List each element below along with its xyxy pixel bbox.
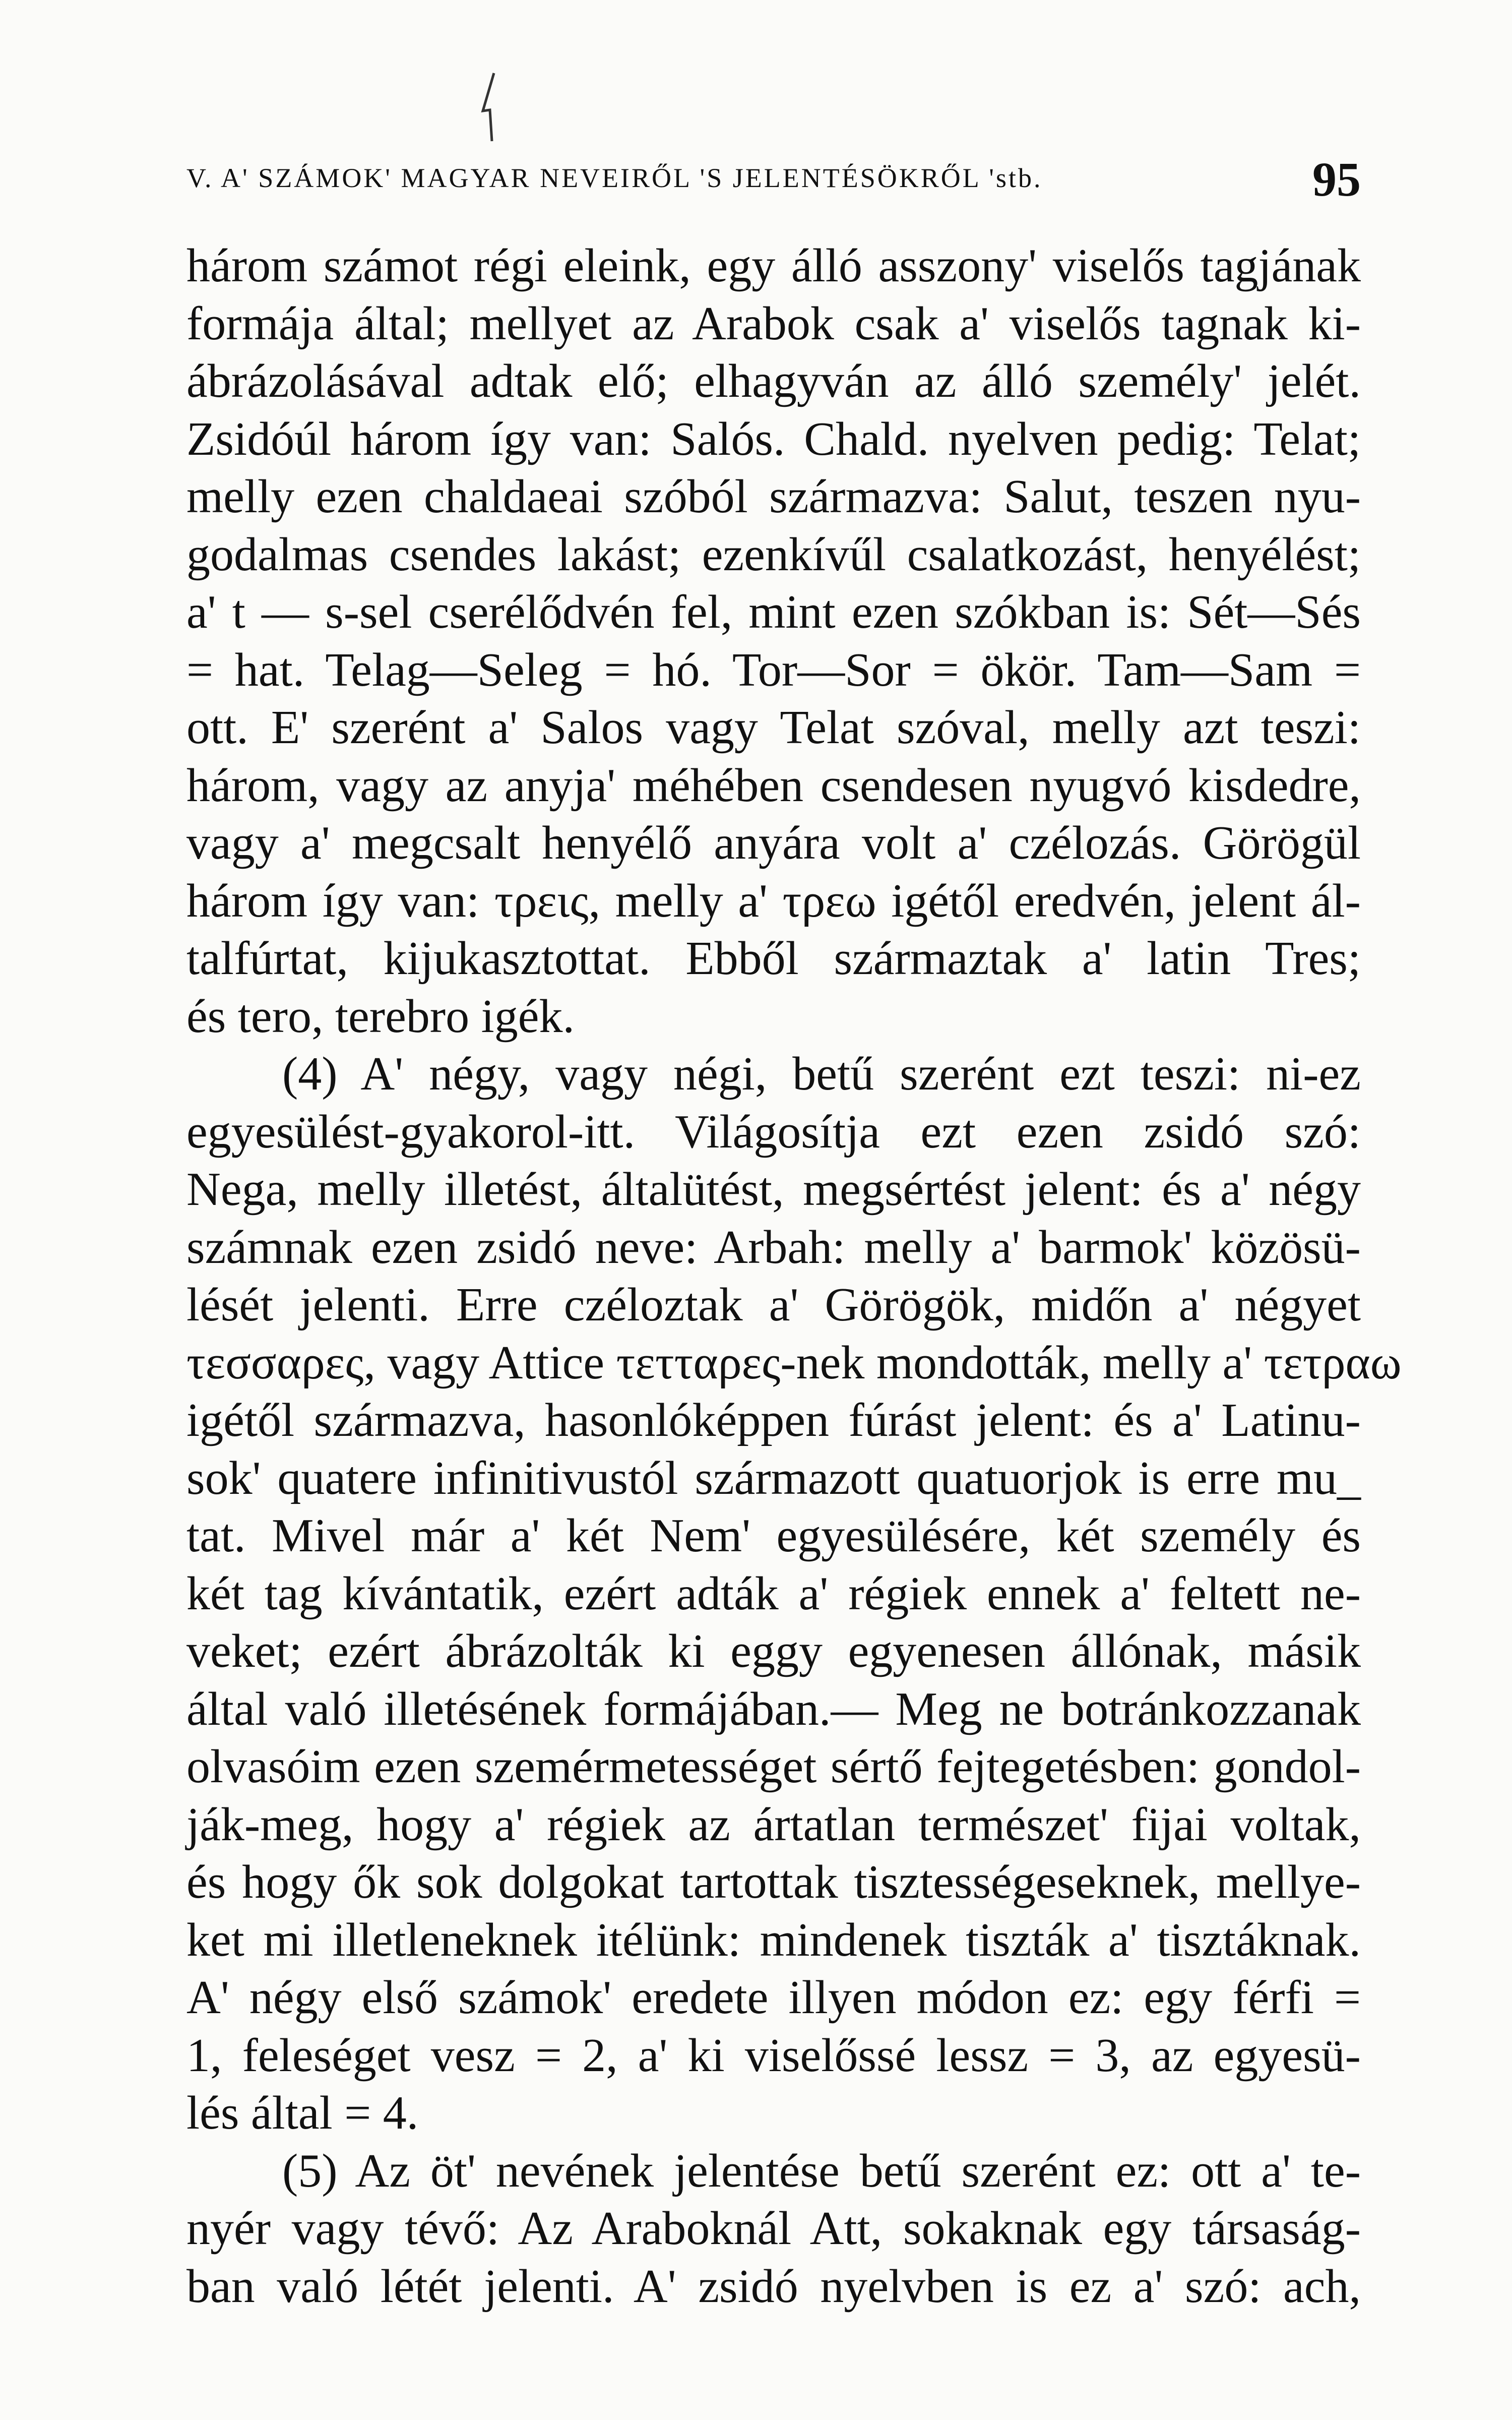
page-text [186, 237, 1402, 2315]
text-line: 1, feleséget vesz = 2, a' ki viselőssé lessz = 3, az egyesü- [186, 2029, 1361, 2082]
text-line: és hogy ők sok dolgokat tartottak tisztességeseknek, mellye- [186, 1856, 1361, 1908]
text-line: a' t — s-sel cserélődvén fel, mint ezen szókban is: Sét—Sés [186, 586, 1361, 638]
text-line: formája által; mellyet az Arabok csak a' viselős tagnak ki- [186, 297, 1361, 350]
text-line: vagy a' megcsalt henyélő anyára volt a' czélozás. Görögül [186, 817, 1361, 869]
page-number: 95 [1312, 152, 1361, 206]
text-line: által való illetésének formájában.— Meg ne botránkozzanak [186, 1682, 1361, 1735]
text-line: három számot régi eleink, egy álló asszony' viselős tagjának [186, 239, 1361, 292]
text-line: nyér vagy tévő: Az Araboknál Att, sokaknak egy társaság- [186, 2202, 1361, 2255]
running-header [186, 151, 1361, 212]
text-line: Nega, melly illetést, általütést, megsértést jelent: és a' négy [186, 1163, 1361, 1216]
paragraph-start-line: (4) A' négy, vagy négi, betű szerént ezt teszi: ni-ez [282, 1048, 1361, 1100]
text-line: lés által = 4. [186, 2087, 419, 2139]
text-line: godalmas csendes lakást; ezenkívűl csalatkozást, henyélést; [186, 528, 1361, 581]
text-line: lését jelenti. Erre czéloztak a' Görögök, midőn a' négyet [186, 1279, 1361, 1331]
text-line: tat. Mivel már a' két Nem' egyesülésére, két személy és [186, 1509, 1361, 1562]
text-line: és tero, terebro igék. [186, 990, 575, 1043]
text-line: három, vagy az anyja' méhében csendesen nyugvó kisdedre, [186, 759, 1361, 812]
text-line: egyesülést-gyakorol-itt. Világosítja ezt ezen zsidó szó: [186, 1105, 1361, 1158]
text-line: ott. E' szerént a' Salos vagy Telat szóval, melly azt teszi: [186, 701, 1361, 754]
text-line: talfúrtat, kijukasztottat. Ebből származtak a' latin Tres; [186, 932, 1361, 985]
running-title: V. A' SZÁMOK' MAGYAR NEVEIRŐL 'S JELENTÉSÖKRŐL 'stb. [186, 163, 1043, 193]
paragraph-start-line: (5) Az öt' nevének jelentése betű szerént ez: ott a' te- [282, 2144, 1361, 2197]
text-line: τεσσαρες, vagy Attice τετταρες-nek mondották, melly a' τετραω [186, 1336, 1402, 1389]
text-line: Zsidóúl három így van: Salós. Chald. nyelven pedig: Telat; [186, 412, 1361, 465]
text-line: ket mi illetleneknek itélünk: mindenek tiszták a' tisztáknak. [186, 1913, 1361, 1966]
pencil-mark-drawing [479, 71, 499, 146]
text-line: ábrázolásával adtak elő; elhagyván az álló személy' jelét. [186, 355, 1361, 407]
text-line: ják-meg, hogy a' régiek az ártatlan természet' fijai voltak, [186, 1798, 1361, 1851]
text-line: három így van: τρεις, melly a' τρεω igétől eredvén, jelent ál- [186, 874, 1361, 927]
text-line: igétől származva, hasonlóképpen fúrást jelent: és a' Latinu- [186, 1394, 1361, 1446]
text-line: sok' quatere infinitivustól származott quatuorjok is erre mu_ [186, 1451, 1361, 1504]
text-line: A' négy első számok' eredete illyen módon ez: egy férfi = [186, 1971, 1361, 2024]
text-line: két tag kívántatik, ezért adták a' régiek ennek a' feltett ne- [186, 1567, 1361, 1620]
pencil-mark [479, 71, 499, 146]
text-line: veket; ezért ábrázolták ki eggy egyenesen állónak, másik [186, 1625, 1361, 1677]
text-line: olvasóim ezen szemérmetességet sértő fejtegetésben: gondol- [186, 1740, 1361, 1793]
text-line: = hat. Telag—Seleg = hó. Tor—Sor = ökör. Tam—Sam = [186, 643, 1361, 696]
text-line: ban való létét jelenti. A' zsidó nyelvben is ez a' szó: ach, [186, 2260, 1361, 2313]
text-line: melly ezen chaldaeai szóból származva: Salut, teszen nyu- [186, 470, 1361, 523]
text-line: számnak ezen zsidó neve: Arbah: melly a' barmok' közösü- [186, 1221, 1361, 1274]
